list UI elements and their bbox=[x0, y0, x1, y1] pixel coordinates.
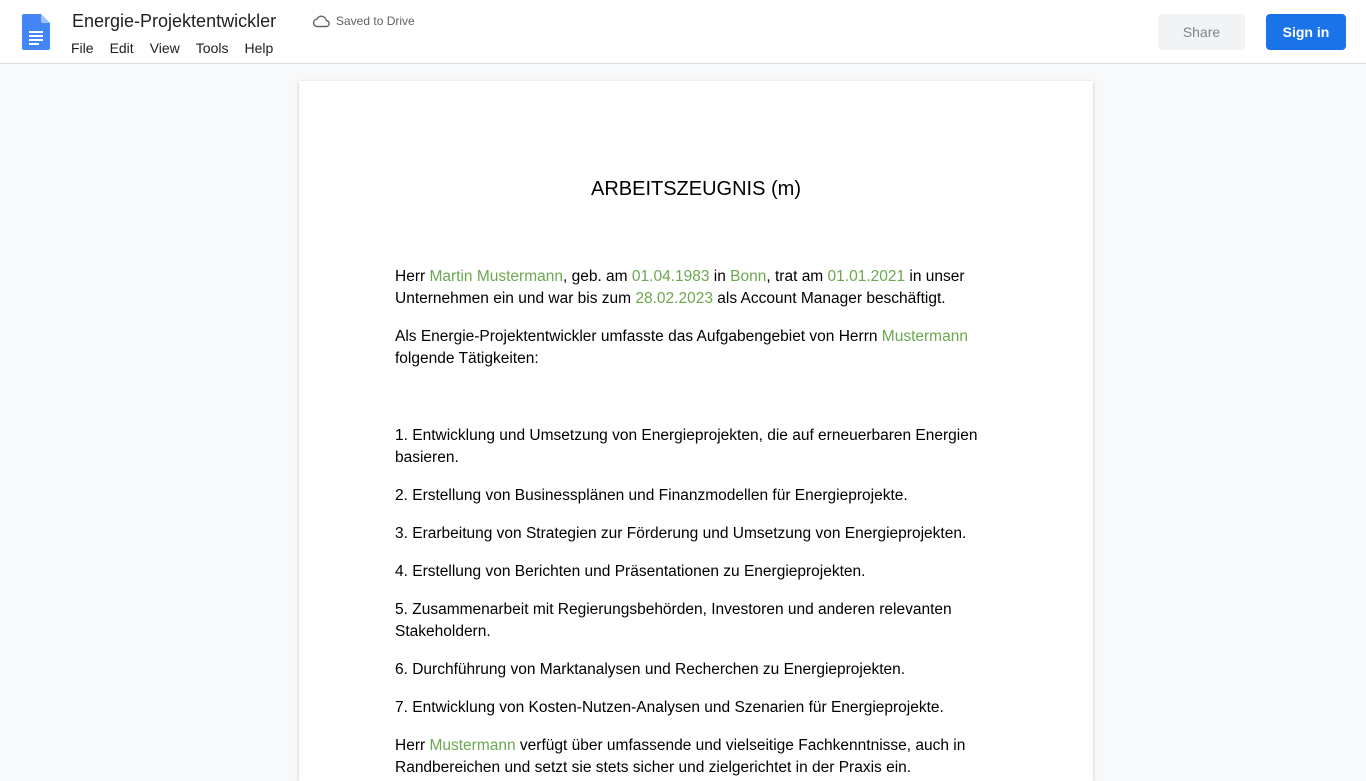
menu-edit[interactable]: Edit bbox=[109, 40, 134, 56]
tasks-intro-paragraph: Als Energie-Projektentwickler umfasste das Aufgabengebiet von Herrn Mustermann folgende Tätigkeiten: bbox=[395, 328, 968, 367]
task-item-2: 2. Erstellung von Businessplänen und Finanzmodellen für Energieprojekte. bbox=[395, 487, 908, 504]
task-item-7: 7. Entwicklung von Kosten-Nutzen-Analysen und Szenarien für Energieprojekte. bbox=[395, 699, 944, 716]
menu-help[interactable]: Help bbox=[244, 40, 274, 56]
save-status-label: Saved to Drive bbox=[336, 14, 415, 28]
employee-surname: Mustermann bbox=[881, 328, 968, 345]
document-title[interactable]: Energie-Projektentwickler bbox=[72, 11, 277, 31]
closing-paragraph: Herr Mustermann verfügt über umfassende und vielseitige Fachkenntnisse, auch in Randbereichen und setzt sie stets sicher und zielgerichtet in der Praxis ein. bbox=[395, 737, 966, 776]
start-date: 01.01.2021 bbox=[827, 268, 906, 285]
task-item-6: 6. Durchführung von Marktanalysen und Recherchen zu Energieprojekten. bbox=[395, 661, 906, 678]
save-status[interactable] bbox=[312, 14, 415, 28]
menu-tools[interactable]: Tools bbox=[195, 40, 229, 56]
document-page[interactable] bbox=[299, 81, 1093, 781]
menu-file[interactable]: File bbox=[71, 40, 94, 56]
task-item-1: 1. Entwicklung und Umsetzung von Energieprojekten, die auf erneuerbaren Energien basieren. bbox=[395, 427, 978, 466]
task-item-4: 4. Erstellung von Berichten und Präsentationen zu Energieprojekten. bbox=[395, 563, 866, 580]
birth-date: 01.04.1983 bbox=[631, 268, 710, 285]
employee-name: Martin Mustermann bbox=[429, 268, 563, 285]
employee-surname-closing: Mustermann bbox=[429, 737, 516, 754]
share-button[interactable]: Share bbox=[1158, 14, 1245, 50]
intro-paragraph: Herr Martin Mustermann, geb. am 01.04.1983 in Bonn, trat am 01.01.2021 in unser Unternehmen ein und war bis zum 28.02.2023 als Account Manager beschäftigt. bbox=[395, 268, 965, 307]
task-item-3: 3. Erarbeitung von Strategien zur Förderung und Umsetzung von Energieprojekten. bbox=[395, 525, 967, 542]
cloud-done-icon bbox=[312, 14, 330, 28]
menu-view[interactable]: View bbox=[149, 40, 180, 56]
task-item-5: 5. Zusammenarbeit mit Regierungsbehörden, Investoren und anderen relevanten Stakeholdern. bbox=[395, 601, 952, 640]
menu-bar bbox=[63, 38, 281, 58]
docs-logo-icon[interactable] bbox=[22, 14, 50, 50]
sign-in-button[interactable]: Sign in bbox=[1266, 14, 1346, 50]
birth-place: Bonn bbox=[730, 268, 767, 285]
app-header bbox=[0, 0, 1366, 64]
document-heading: ARBEITSZEUGNIS (m) bbox=[590, 178, 801, 200]
end-date: 28.02.2023 bbox=[635, 290, 713, 307]
